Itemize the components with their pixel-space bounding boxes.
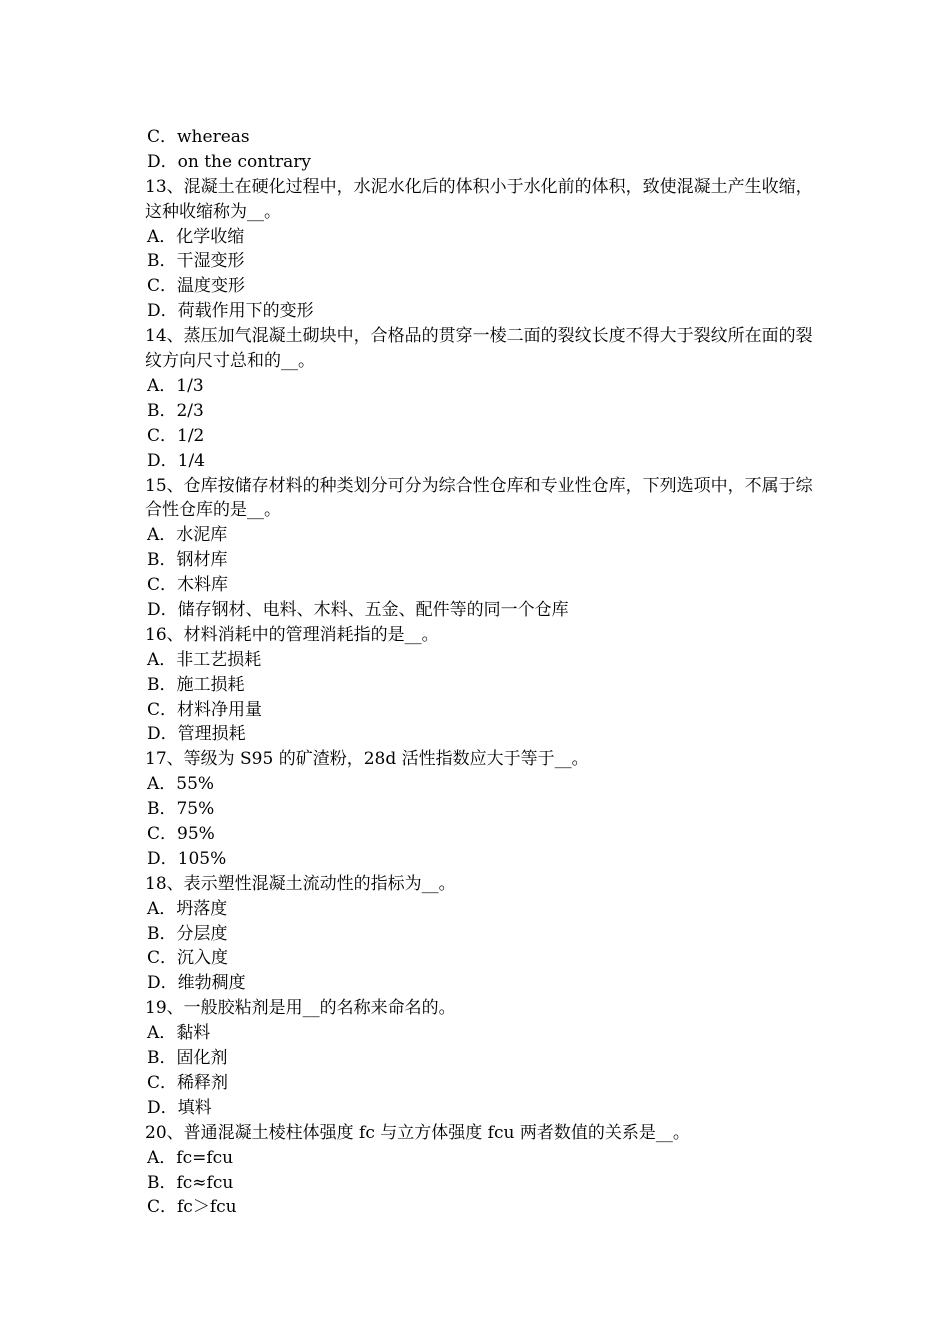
option-15-d: D．储存钢材、电料、木料、五金、配件等的同一个仓库 (147, 600, 569, 621)
option-18-d: D．维勃稠度 (147, 973, 246, 994)
option-16-d: D．管理损耗 (147, 724, 246, 745)
option-20-b: B．fc≈fcu (147, 1172, 234, 1193)
option-15-a: A．水泥库 (147, 525, 228, 546)
option-19-a: A．黏料 (147, 1023, 211, 1044)
question-13: 13、混凝土在硬化过程中，水泥水化后的体积小于水化前的体积，致使混凝土产生收缩，这种收缩称为__。 (145, 176, 813, 222)
option-d-on-the-contrary: D．on the contrary (147, 151, 311, 172)
question-19: 19、一般胶粘剂是用__的名称来命名的。 (145, 998, 456, 1019)
option-16-a: A．非工艺损耗 (147, 649, 262, 670)
question-18: 18、表示塑性混凝土流动性的指标为__。 (145, 873, 456, 894)
option-14-c: C．1/2 (147, 425, 205, 446)
option-19-c: C．稀释剂 (147, 1072, 229, 1093)
option-15-c: C．木料库 (147, 575, 229, 596)
option-14-b: B．2/3 (147, 400, 204, 421)
option-c-whereas: C．whereas (147, 127, 250, 147)
question-20: 20、普通混凝土棱柱体强度 fc 与立方体强度 fcu 两者数值的关系是__。 (145, 1122, 690, 1143)
option-13-b: B．干湿变形 (147, 251, 245, 272)
option-18-b: B．分层度 (147, 923, 228, 944)
option-18-c: C．沉入度 (147, 948, 229, 969)
question-16: 16、材料消耗中的管理消耗指的是__。 (145, 624, 439, 645)
option-17-a: A．55% (147, 774, 215, 795)
option-16-c: C．材料净用量 (147, 699, 263, 720)
option-18-a: A．坍落度 (147, 898, 228, 919)
option-17-b: B．75% (147, 799, 215, 820)
option-15-b: B．钢材库 (147, 550, 228, 571)
option-19-d: D．填料 (147, 1097, 212, 1118)
option-19-b: B．固化剂 (147, 1048, 228, 1069)
option-14-d: D．1/4 (147, 450, 205, 471)
option-13-c: C．温度变形 (147, 276, 246, 297)
option-13-d: D．荷载作用下的变形 (147, 301, 314, 322)
option-17-c: C．95% (147, 824, 215, 845)
question-14: 14、蒸压加气混凝土砌块中，合格品的贯穿一棱二面的裂纹长度不得大于裂纹所在面的裂纹方向尺寸总和的__。 (145, 326, 813, 372)
document-page (145, 125, 817, 1220)
option-20-a: A．fc=fcu (147, 1147, 234, 1168)
option-16-b: B．施工损耗 (147, 674, 245, 695)
option-14-a: A．1/3 (147, 375, 204, 396)
option-17-d: D．105% (147, 848, 227, 869)
option-13-a: A．化学收缩 (147, 226, 245, 247)
question-17: 17、等级为 S95 的矿渣粉，28d 活性指数应大于等于__。 (145, 749, 589, 770)
option-20-c: C．fc＞fcu (147, 1197, 237, 1218)
question-15: 15、仓库按储存材料的种类划分可分为综合性仓库和专业性仓库，下列选项中，不属于综合性仓库的是__。 (145, 475, 813, 521)
